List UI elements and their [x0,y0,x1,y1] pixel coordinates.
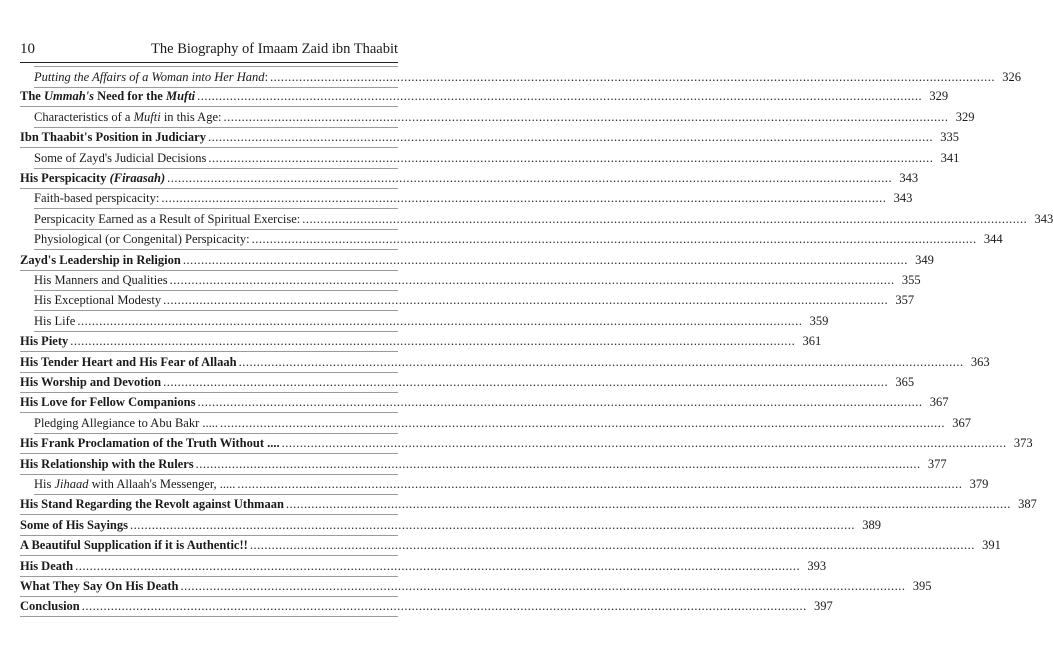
toc-entry-title [34,415,218,433]
toc-entry-title-part: Faith-based perspicacity: [34,191,160,206]
toc-entry-title [34,231,250,249]
toc-entry-title [20,394,195,412]
toc-entry-title [20,496,284,514]
dot-leader: ........................................................................................................................................................................................................ [270,70,996,84]
toc-entry-title [34,211,300,229]
toc-entry-title-part: (Firaasah) [109,171,166,185]
dot-leader: ........................................................................................................................................................................................................ [302,211,1028,226]
toc-entry [20,168,919,189]
toc-entry [20,454,947,475]
toc-entry-title [34,109,221,127]
toc-entry-title-part: Mufti [165,89,196,104]
toc-entry [34,229,1003,250]
toc-entry-page: 373 [1013,436,1033,451]
toc-entry-title-part: Putting the Affairs of a Woman into Her Hand [34,70,265,84]
toc-entry-title-part: His Perspicacity [20,171,110,185]
dot-leader: ........................................................................................................................................................................................................ [197,395,923,410]
toc-entry-page: 335 [940,130,959,145]
toc-entry [34,270,921,291]
toc-entry-title-part: Some of His Sayings [20,517,129,532]
running-title: The Biography of Imaam Zaid ibn Thaabit [151,41,398,57]
toc-entry [20,494,1037,515]
dot-leader: ........................................................................................................................................................................................................ [195,456,921,471]
toc-entry-page: 343 [893,191,913,206]
toc-entry [34,148,960,169]
toc-entry-title [20,252,181,270]
toc-entry-title-part: Need for the [93,89,166,104]
toc-entry-title [34,190,159,208]
toc-entry-title [20,435,280,453]
toc-entry-title-part: Some of Zayd's Judicial Decisions [34,150,207,165]
dot-leader: ........................................................................................................................................................................................................ [161,191,887,206]
toc-entry [20,515,882,536]
toc-entry-page: 343 [1034,211,1053,226]
toc-entry-title-part: His Death [20,558,74,573]
toc-entry-title-part: The [20,89,44,104]
toc-entry-page: 389 [862,517,882,532]
toc-entry [20,331,822,352]
toc-entry-page: 391 [982,538,1001,553]
toc-entry-title-part: His Worship and Devotion [20,375,162,389]
toc-entry-title [34,69,268,87]
toc-entry-title [34,272,168,290]
toc-entry [20,86,949,107]
toc-entry-title [20,558,73,576]
toc-entry-title [34,292,161,310]
toc-entry-title-part: His Relationship with the Rulers [20,456,194,471]
toc-entry-page: 397 [814,599,833,614]
page-header [20,38,398,63]
toc-entry-title [20,88,195,106]
toc-entry [20,433,1033,454]
toc-entry [20,127,959,148]
toc-entry-title-part: His Piety [20,334,69,349]
dot-leader: ........................................................................................................................................................................................................ [237,477,963,491]
dot-leader: ........................................................................................................................................................................................................ [70,334,796,349]
page-number: 10 [20,41,35,57]
toc-entry [34,413,972,434]
dot-leader: ........................................................................................................................................................................................................ [207,130,933,145]
toc-entry-title-part: in this Age: [160,109,222,124]
toc-entry-title-part: His Love for Fellow Companions [20,395,196,410]
toc-entry-title [20,354,237,372]
toc-entry-title [34,313,75,331]
toc-entry-title-part: Mufti [133,109,161,124]
dot-leader: ........................................................................................................................................................................................................ [75,558,801,573]
toc-entry-title-part: Jihaad [54,477,89,491]
toc-entry-title-part: : [264,70,269,84]
toc-entry [20,250,934,271]
toc-entry-page: 357 [895,293,915,308]
toc-entry [34,107,975,128]
toc-entry-title [34,150,206,168]
toc-entry [20,596,833,617]
toc-entry-page: 363 [970,354,990,369]
dot-leader: ........................................................................................................................................................................................................ [251,232,977,247]
toc-entry-page: 343 [899,171,919,185]
dot-leader: ........................................................................................................................................................................................................ [169,273,895,287]
dot-leader: ........................................................................................................................................................................................................ [197,89,923,104]
dot-leader: ........................................................................................................................................................................................................ [220,415,946,430]
toc-entry-title [20,374,161,392]
toc-entry-title [20,456,194,474]
toc-entry-title-part: His Life [34,313,76,328]
toc-entry-title [20,170,165,188]
dot-leader: ........................................................................................................................................................................................................ [77,313,803,328]
dot-leader: ........................................................................................................................................................................................................ [223,109,949,124]
toc-entry-title [20,598,80,616]
toc-entry [34,66,1022,88]
toc-entry-title [20,517,128,535]
dot-leader: ........................................................................................................................................................................................................ [182,252,908,267]
dot-leader: ........................................................................................................................................................................................................ [130,517,856,532]
dot-leader: ........................................................................................................................................................................................................ [163,293,889,308]
toc-entry-title-part: His Frank Proclamation of the Truth Without .... [20,436,280,451]
toc-entry-page: 387 [1018,497,1037,512]
toc-entry-title-part: Characteristics of a [34,109,134,124]
toc-entry-page: 344 [983,232,1003,247]
toc-entry-title-part: What They Say On His Death [20,579,179,593]
toc-entry-title [20,537,248,555]
toc-entry [20,372,915,393]
toc-entry-title-part: Zayd's Leadership in Religion [20,252,181,267]
toc-entry-title-part: with Allaah's Messenger, ..... [88,477,236,491]
toc-entry-page: 365 [895,375,915,389]
toc-entry-title-part: Perspicacity Earned as a Result of Spiritual Exercise: [34,211,301,226]
dot-leader: ........................................................................................................................................................................................................ [81,599,807,614]
toc-entry-title-part: Pledging Allegiance to Abu Bakr ..... [34,415,219,430]
toc-entry-title [20,578,178,596]
toc-entry [34,209,1053,230]
dot-leader: ........................................................................................................................................................................................................ [163,375,889,389]
toc-entry [34,188,913,209]
dot-leader: ........................................................................................................................................................................................................ [285,497,1011,512]
toc-entry-page: 329 [929,89,949,104]
toc-entry-title-part: His Tender Heart and His Fear of Allaah [20,354,237,369]
toc-entry-page: 361 [802,334,822,349]
dot-leader: ........................................................................................................................................................................................................ [249,538,975,553]
toc-entry-page: 379 [969,477,989,491]
toc-entry [20,392,949,413]
toc-entry [20,352,990,373]
dot-leader: ........................................................................................................................................................................................................ [208,150,934,165]
toc-entry-title [34,476,235,494]
toc-entry-page: 377 [927,456,947,471]
toc-entry [34,311,829,332]
toc-entry [20,556,827,577]
toc-entry-title-part: A Beautiful Supplication if it is Authentic!! [20,538,248,553]
toc-entry [34,290,915,311]
toc-entry-title-part: Ummah's [43,89,94,104]
toc-entry-page: 367 [929,395,949,410]
toc-entry-page: 326 [1002,70,1022,84]
toc-entry [20,535,1001,556]
toc-entry-title-part: His Stand Regarding the Revolt against Uthmaan [20,497,284,512]
toc-entry-page: 359 [809,313,829,328]
toc-entry-title-part: Physiological (or Congenital) Perspicacity: [34,232,250,247]
toc-entry-page: 395 [912,579,932,593]
toc-entry-title-part: His Manners and Qualities [34,273,168,287]
toc-entry-title [20,129,206,147]
toc-entry-title [20,333,68,351]
toc-entry-page: 329 [955,109,975,124]
dot-leader: ........................................................................................................................................................................................................ [238,354,964,369]
toc-entry [20,576,932,597]
toc-entry-page: 393 [807,558,827,573]
toc-entry-page: 341 [940,150,960,165]
dot-leader: ........................................................................................................................................................................................................ [281,436,1007,451]
toc-entry-page: 355 [901,273,921,287]
toc-entry [34,474,989,495]
dot-leader: ........................................................................................................................................................................................................ [167,171,893,185]
toc-entry-title-part: Conclusion [20,599,80,614]
dot-leader: ........................................................................................................................................................................................................ [180,579,906,593]
toc-entry-page: 349 [915,252,934,267]
toc-entry-title-part: Ibn Thaabit's Position in Judiciary [20,130,206,145]
toc-entry-title-part: His Exceptional Modesty [34,293,162,308]
toc-entry-title-part: His [34,477,55,491]
toc-entry-page: 367 [952,415,972,430]
